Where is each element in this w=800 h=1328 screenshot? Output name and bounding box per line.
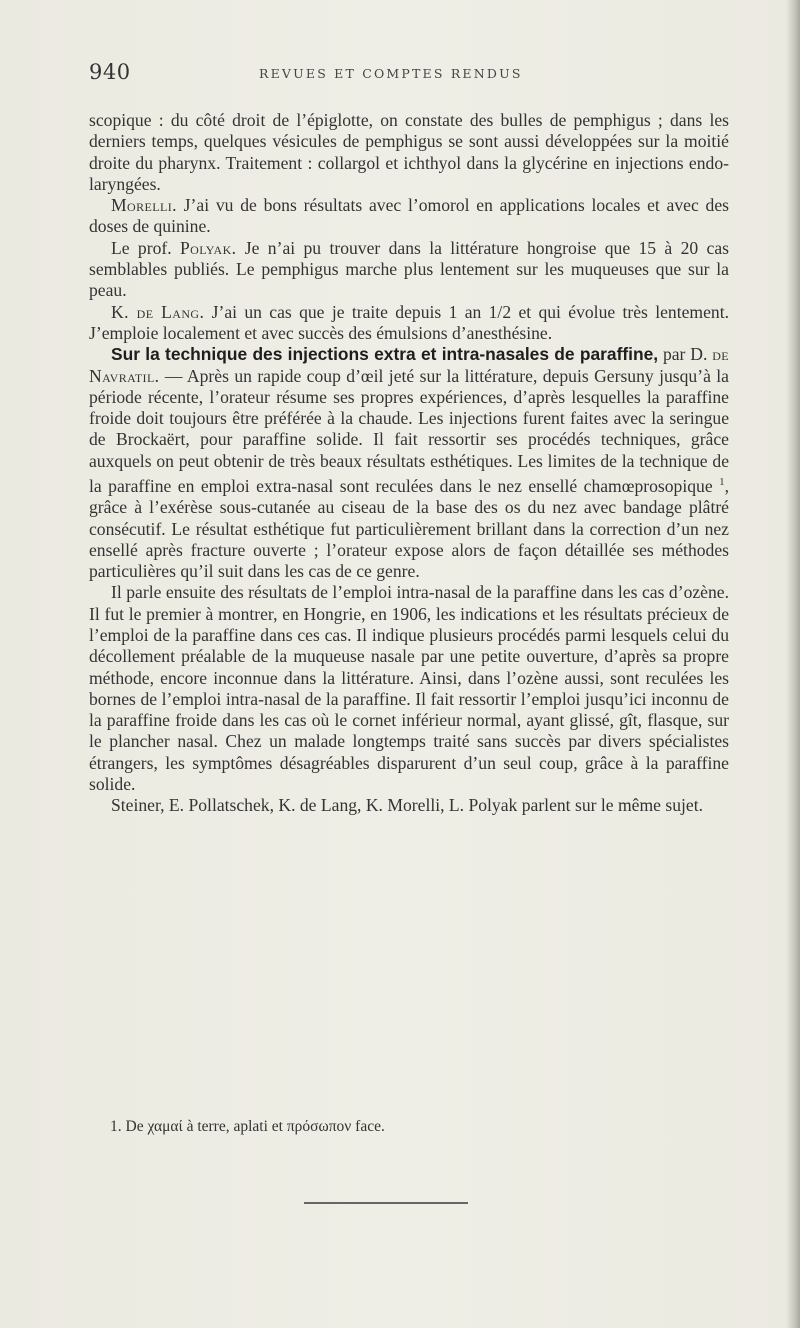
page-number: 940 [89,60,131,84]
speaker-name: Morelli. [111,195,177,216]
paragraph-ozene: Il parle ensuite des résultats de l’emploi intra-nasal de la paraffine dans les cas d’ozène. Il fut le premier à montrer, en Hongrie, en 1906, les indications et les résultats précieux de l’emploi de la paraffine dans ces cas. Il indique plusieurs procédés parmi lesquels celui du décollement préalable de la muqueuse nasale par une petite ouverture, d’après sa propre méthode, encore inconnue dans la littérature. Ainsi, dans l’ozène aussi, sont reculées les bornes de l’emploi intra-nasal de la paraffine. Il fait ressortir l’emploi jusqu’ici inconnu de la paraffine froide dans les cas où le cornet inférieur normal, ayant glissé, gît, flasque, sur le plancher nasal. Chez un malade longtemps traité sans succès par divers spécialistes étrangers, les symptômes désagréables disparurent d’un seul coup, grâce à la paraffine solide. [89,582,729,795]
article-body [89,110,729,817]
paragraph-text-continued: , grâce à l’exérèse sous-cutanée au ciseau de la base des os du nez avec bandage plâtré consécutif. Le résultat esthétique fut particulièrement brillant dans la correction d’un nez ensellé après fracture ouverte ; l’orateur expose alors de façon détaillée ses méthodes particulières qu’il suit dans les cas de ce genre. [89,475,729,582]
section-heading: Sur la technique des injections extra et intra-nasales de paraffine, [111,344,659,365]
paragraph-text: J’ai un cas que je traite depuis 1 an 1/2 et qui évolue très lentement. J’emploie localement et avec succès des émulsions d’anesthésine. [89,301,729,343]
paragraph-text: — Après un rapide coup d’œil jeté sur la littérature, depuis Gersuny jusqu’à la période récente, l’orateur résume ses propres expériences, d’après lesquelles la paraffine froide doit toujours être préférée à la chaude. Les injections furent faites avec la seringue de Brockaërt, pour paraffine solide. Il fait ressortir ses procédés techniques, grâce auxquels on peut obtenir de très beaux résultats esthétiques. Les limites de la technique de la paraffine en emploi extra-nasal sont reculées dans le nez ensellé chamœprosopique [89,365,729,496]
paragraph-navratil [89,344,729,582]
paragraph-continuation: scopique : du côté droit de l’épiglotte, on constate des bulles de pemphigus ; dans les derniers temps, quelques vésicules de pemphigus se sont aussi développées sur la moitié droite du pharynx. Traitement : collargol et ichthyol dans la glycérine en injections endo-laryngées. [89,110,729,194]
paragraph-polyak [89,238,729,302]
byline: par D. [658,344,713,365]
paragraph-lang [89,302,729,345]
speaker-name: K. de Lang. [111,301,205,322]
author-name: de Navratil. [89,344,729,386]
paragraph-text: J’ai vu de bons résultats avec l’omorol en applications locales et avec des doses de quinine. [89,195,729,237]
paragraph-lead: Le prof. [111,237,180,258]
running-header [89,60,729,90]
footnote-reference: 1 [719,476,725,489]
paragraph-discussants: Steiner, E. Pollatschek, K. de Lang, K. Morelli, L. Polyak parlent sur le même sujet. [111,795,703,816]
page-edge-shadow [786,0,800,1328]
running-title: REVUES ET COMPTES RENDUS [259,66,523,81]
footnote: 1. De χαμαί à terre, aplati et πρόσωπον face. [110,1118,385,1135]
footer-rule [304,1202,468,1204]
paragraph-morelli [89,195,729,238]
speaker-name: Polyak. [179,237,237,258]
paragraph-text: Je n’ai pu trouver dans la littérature hongroise que 15 à 20 cas semblables publiés. Le pemphigus marche plus lentement sur les muqueuses que sur la peau. [89,237,729,301]
